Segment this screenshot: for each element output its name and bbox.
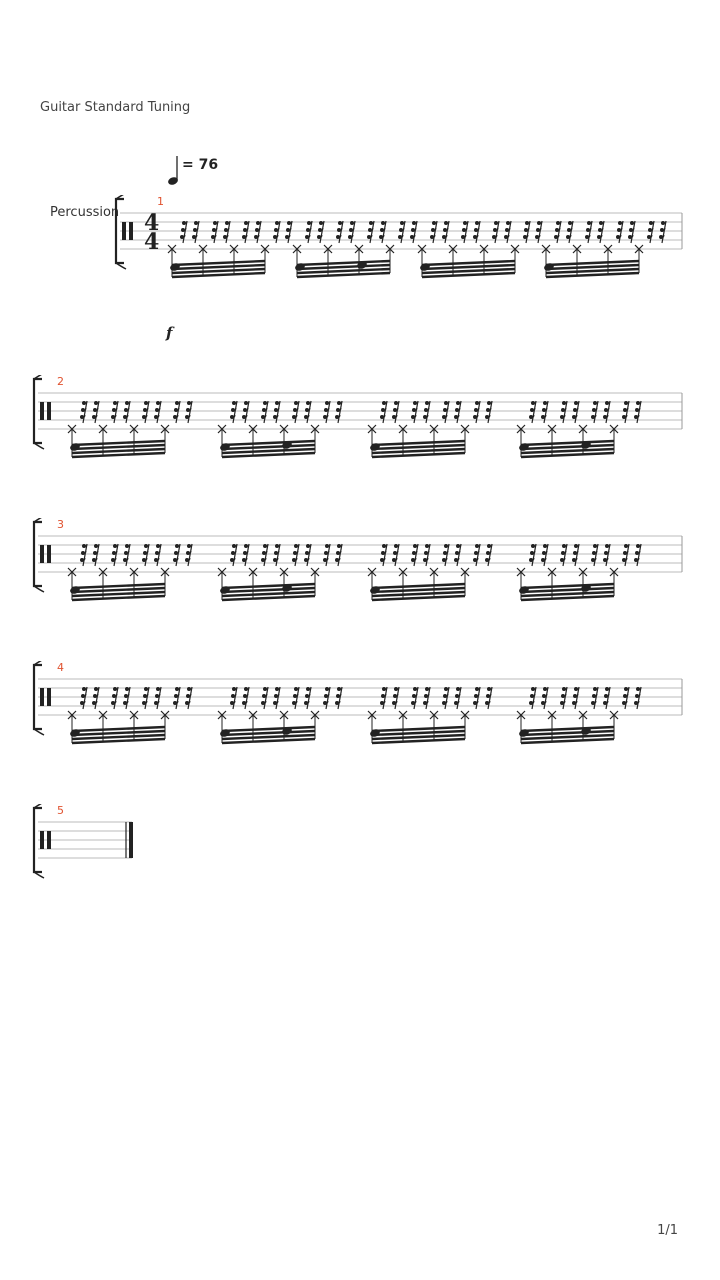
- notehead-icon: [69, 442, 81, 452]
- measure-number: 1: [157, 195, 164, 208]
- staff-5: [0, 804, 720, 904]
- notehead-icon: [219, 728, 231, 738]
- percussion-clef-icon: [122, 222, 126, 240]
- tempo-text: = 76: [182, 157, 219, 173]
- notehead-icon: [369, 585, 381, 595]
- percussion-clef-icon: [47, 688, 51, 706]
- notehead-icon: [369, 728, 381, 738]
- percussion-clef-icon: [129, 222, 133, 240]
- measure-number: 4: [57, 661, 64, 674]
- notehead-icon: [294, 262, 306, 272]
- notehead-icon: [518, 585, 530, 595]
- notehead-icon: [219, 442, 231, 452]
- percussion-clef-icon: [40, 402, 44, 420]
- quarter-note-icon: [166, 154, 180, 186]
- measure-number: 3: [57, 518, 64, 531]
- notehead-icon: [543, 262, 555, 272]
- tempo-marking: [166, 154, 236, 186]
- staff-3: [0, 518, 720, 618]
- staff-1: [0, 195, 720, 295]
- percussion-clef-icon: [47, 402, 51, 420]
- dynamic-marking: f: [166, 324, 173, 342]
- percussion-clef-icon: [47, 831, 51, 849]
- instrument-name: Percussion: [50, 205, 120, 220]
- percussion-clef-icon: [40, 688, 44, 706]
- staff-system-3: [0, 518, 720, 608]
- time-signature-bottom: 4: [144, 229, 160, 255]
- notehead-icon: [219, 585, 231, 595]
- notehead-icon: [518, 728, 530, 738]
- final-barline-thick: [129, 822, 133, 858]
- staff-system-2: [0, 375, 720, 465]
- staff-system-5: [0, 804, 720, 894]
- staff-system-4: [0, 661, 720, 751]
- tuning-label: Guitar Standard Tuning: [40, 100, 191, 115]
- notehead-icon: [419, 262, 431, 272]
- percussion-clef-icon: [47, 545, 51, 563]
- measure-number: 2: [57, 375, 64, 388]
- measure-number: 5: [57, 804, 64, 817]
- notehead-icon: [369, 442, 381, 452]
- time-signature-top: 4: [144, 210, 160, 236]
- percussion-clef-icon: [40, 545, 44, 563]
- notehead-icon: [69, 728, 81, 738]
- notehead-icon: [518, 442, 530, 452]
- percussion-clef-icon: [40, 831, 44, 849]
- staff-4: [0, 661, 720, 761]
- page-number: 1/1: [657, 1223, 678, 1238]
- notehead-icon: [169, 262, 181, 272]
- staff-2: [0, 375, 720, 475]
- notehead-icon: [69, 585, 81, 595]
- staff-system-1: [0, 195, 720, 285]
